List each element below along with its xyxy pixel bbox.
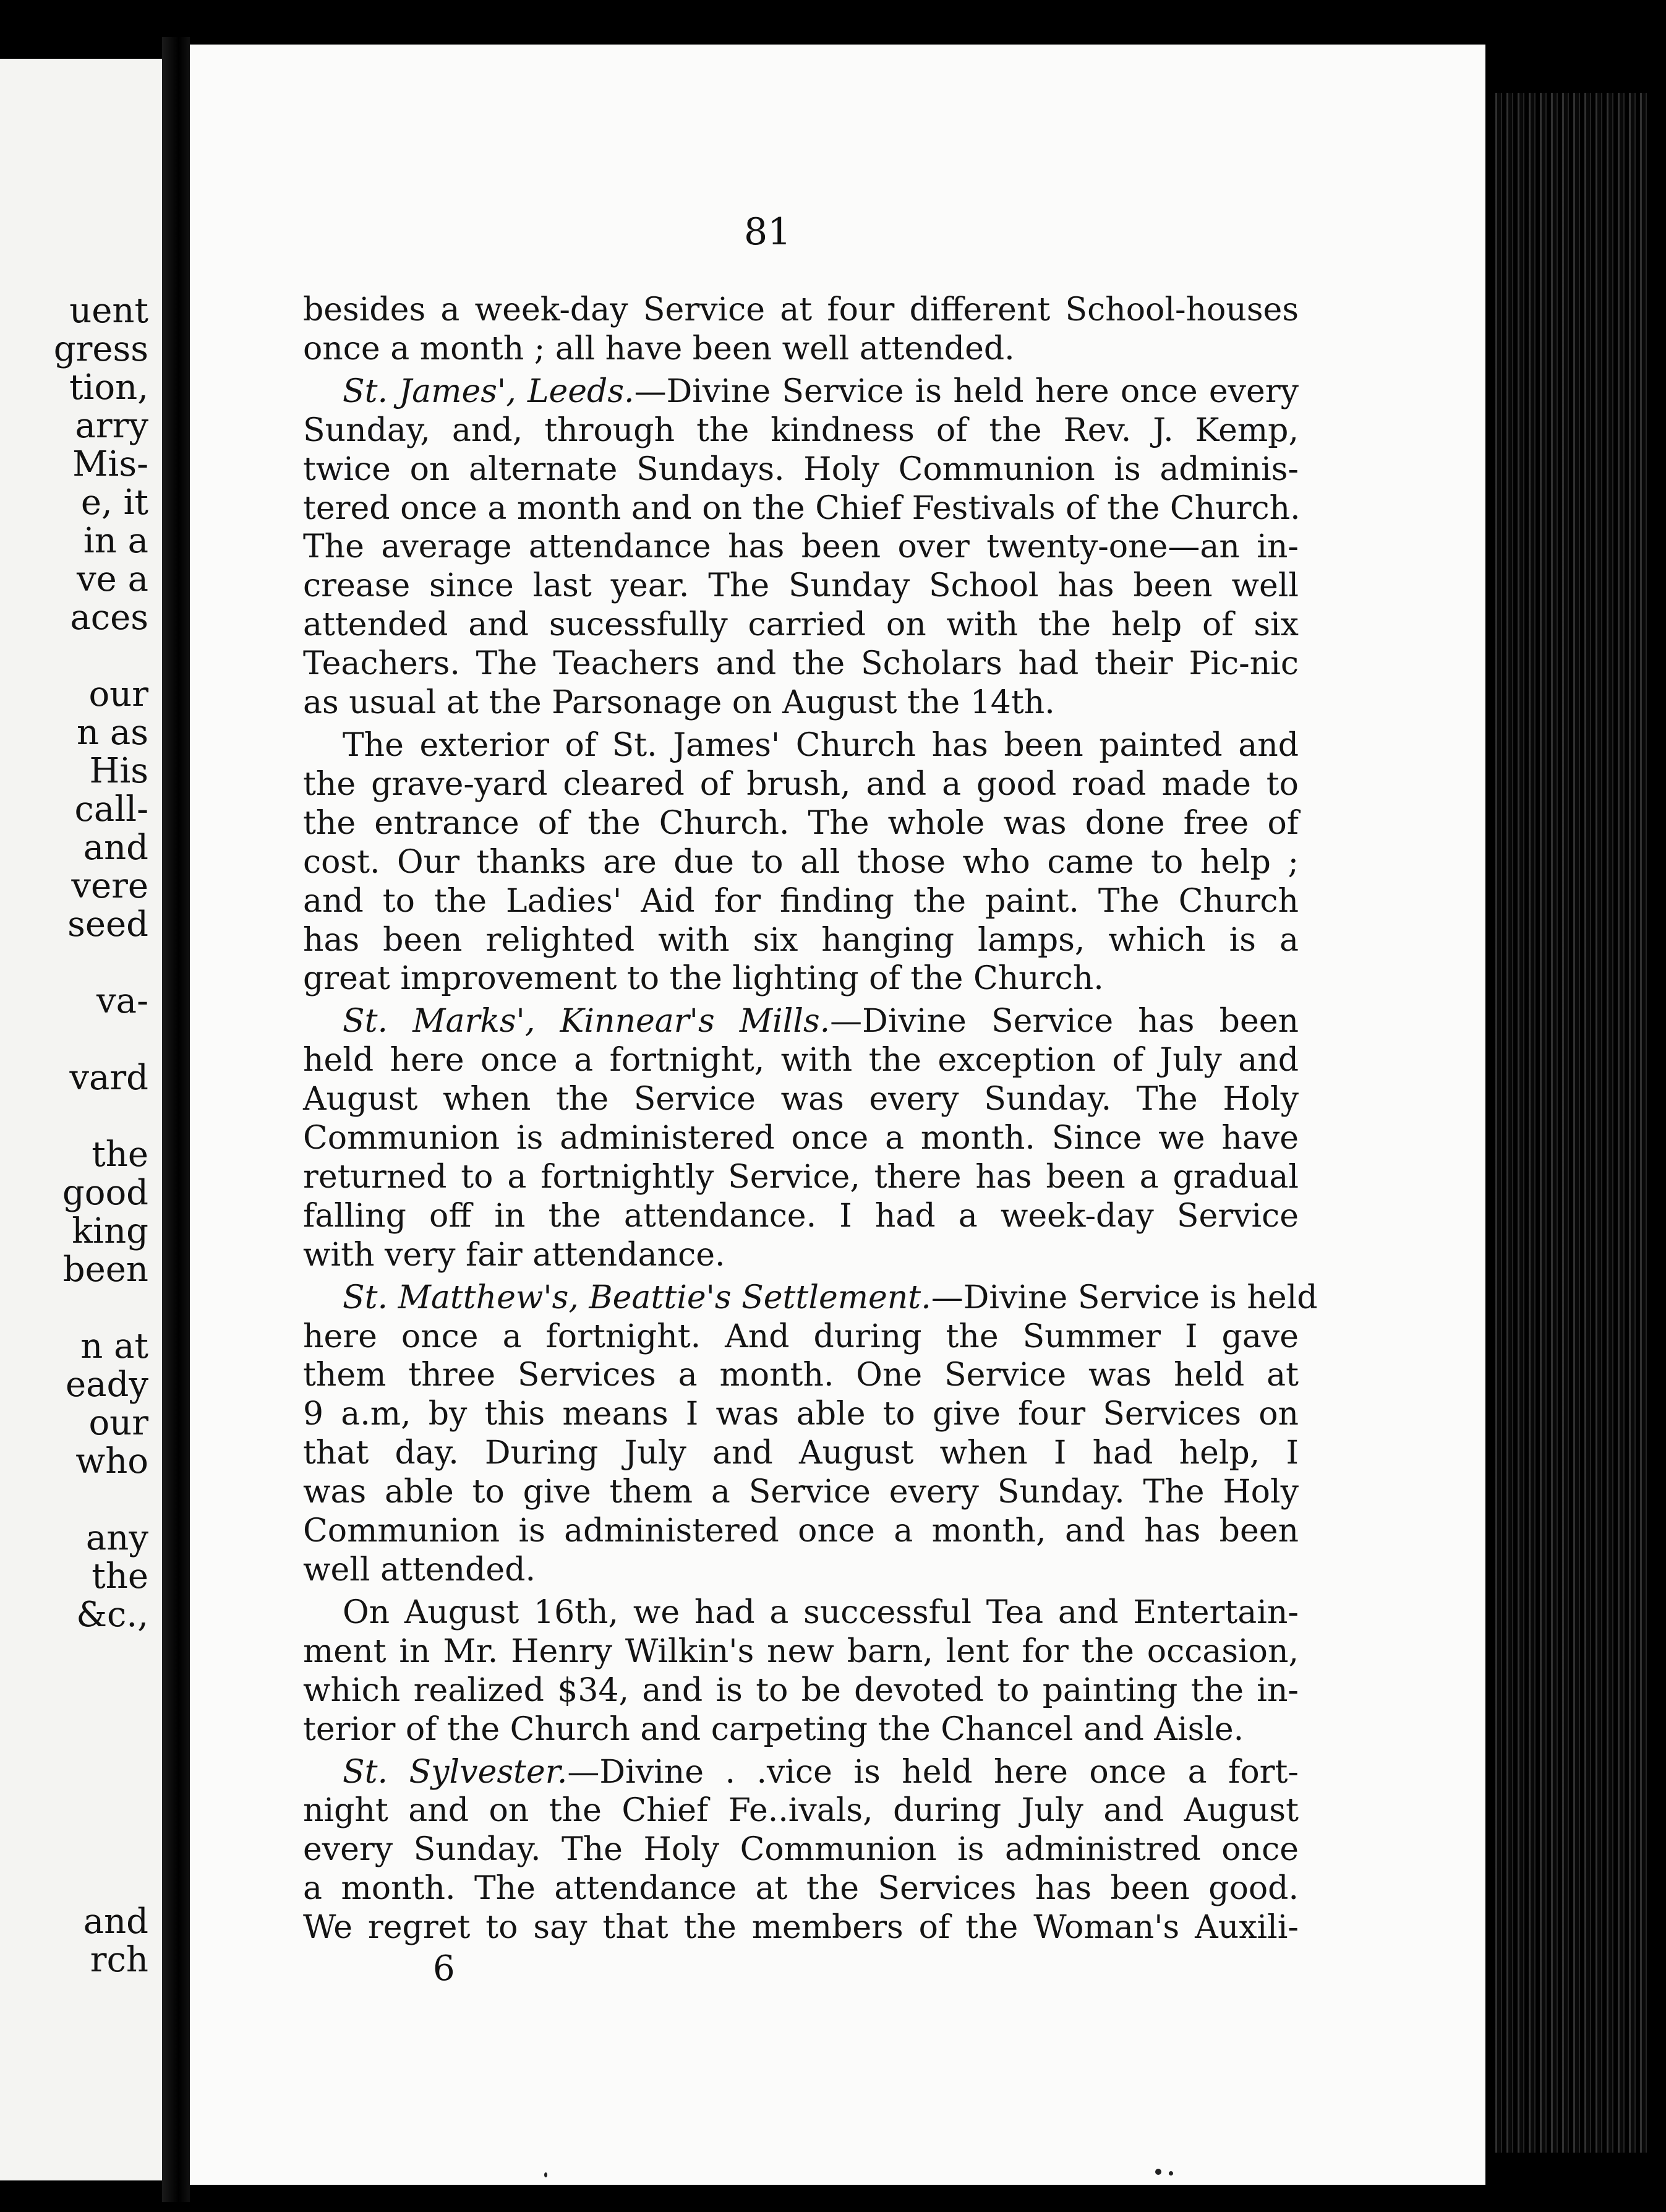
paragraph (303, 372, 1299, 722)
text-line: besides a week-day Service at four different School-houses (303, 291, 1299, 328)
left-fragment: seed (67, 904, 148, 945)
text-line: here once a fortnight. And during the Summer I gave (303, 1318, 1299, 1355)
left-fragment: n at (80, 1326, 148, 1366)
left-fragment: any (85, 1518, 148, 1558)
print-speck (1169, 2171, 1173, 2176)
text-line: crease since last year. The Sunday School has been well (303, 567, 1299, 605)
text-line: night and on the Chief Fe..ivals, during July and August (303, 1792, 1299, 1830)
text-line: with very fair attendance. (303, 1236, 725, 1274)
text-line: Sunday, and, through the kindness of the Rev. J. Kemp, (303, 411, 1299, 449)
left-fragment: king (72, 1211, 148, 1251)
text-line: the grave-yard cleared of brush, and a good road made to (303, 765, 1299, 803)
paragraph (303, 1753, 1299, 1948)
text-line: once a month ; all have been well attended. (303, 330, 1015, 367)
left-fragment: who (75, 1441, 148, 1481)
text-line: The exterior of St. James' Church has been painted and (343, 726, 1299, 764)
left-fragment: and (83, 1901, 148, 1942)
left-fragment: Mis- (72, 444, 148, 484)
text-line: terior of the Church and carpeting the Chancel and Aisle. (303, 1710, 1244, 1748)
left-fragment: e, it (80, 482, 148, 523)
text-line: Communion is administered once a month, and has been (303, 1512, 1299, 1550)
text-line: has been relighted with six hanging lamps, which is a (303, 921, 1299, 959)
text-line: falling off in the attendance. I had a week-day Service (303, 1197, 1299, 1235)
text-line: was able to give them a Service every Sunday. The Holy (303, 1473, 1299, 1511)
text-line: tered once a month and on the Chief Festivals of the Church. (303, 489, 1301, 527)
paragraph (303, 726, 1299, 998)
text-line: a month. The attendance at the Services has been good. (303, 1870, 1299, 1908)
text-line: them three Services a month. One Service was held at (303, 1357, 1299, 1394)
page-body (303, 291, 1318, 1951)
left-fragment: vard (69, 1058, 148, 1098)
section-heading: St. Matthew's, Beattie's Settlement. (343, 1279, 931, 1316)
left-fragment: call- (74, 789, 148, 830)
left-fragment: in a (83, 521, 148, 561)
left-fragment: n as (77, 713, 148, 753)
text-run: —Divine . .vice is held here once a fort- (567, 1753, 1299, 1791)
text-line: We regret to say that the members of the Woman's Auxili- (303, 1909, 1299, 1947)
text-line: great improvement to the lighting of the Church. (303, 960, 1104, 998)
page-number: 81 (744, 210, 792, 254)
text-line: that day. During July and August when I had help, I (303, 1434, 1299, 1472)
text-line: as usual at the Parsonage on August the 14th. (303, 684, 1055, 722)
left-fragment: good (62, 1173, 148, 1213)
left-fragment: rch (90, 1940, 148, 1980)
text-line: every Sunday. The Holy Communion is administred once (303, 1831, 1299, 1869)
text-line: well attended. (303, 1551, 536, 1588)
print-speck (544, 2172, 547, 2177)
text-run: —Divine Service is held (931, 1279, 1318, 1316)
left-fragment: His (89, 751, 148, 791)
left-fragment: the (92, 1556, 148, 1597)
left-fragment: gress (53, 329, 148, 369)
left-fragment: our (88, 674, 148, 714)
book-gutter (162, 37, 190, 2202)
text-line: 9 a.m, by this means I was able to give four Services on (303, 1395, 1299, 1433)
left-fragment: aces (70, 598, 148, 638)
text-line: returned to a fortnightly Service, there has been a gradual (303, 1158, 1299, 1196)
text-line: the entrance of the Church. The whole was done free of (303, 804, 1299, 842)
text-line: which realized $34, and is to be devoted to painting the in- (303, 1671, 1299, 1709)
left-fragment: our (88, 1403, 148, 1443)
text-run: —Divine Service has been (830, 1003, 1299, 1040)
left-fragment: and (83, 828, 148, 868)
facing-page (0, 59, 162, 2180)
text-line: twice on alternate Sundays. Holy Communion is adminis- (303, 450, 1299, 488)
left-fragment: va- (96, 981, 148, 1021)
text-run: —Divine Service is held here once every (634, 372, 1299, 410)
text-line (303, 1279, 1318, 1318)
signature-mark: 6 (433, 1948, 455, 1989)
left-fragment: &c., (76, 1595, 148, 1635)
text-line: Communion is administered once a month. Since we have (303, 1120, 1299, 1157)
text-line: On August 16th, we had a successful Tea and Entertain- (343, 1593, 1299, 1631)
text-line: cost. Our thanks are due to all those who came to help ; (303, 843, 1299, 881)
paragraph (303, 1002, 1299, 1274)
text-line: attended and sucessfully carried on with the help of six (303, 606, 1299, 644)
text-line: Teachers. The Teachers and the Scholars had their Pic-nic (303, 645, 1299, 683)
text-line: and to the Ladies' Aid for finding the paint. The Church (303, 882, 1299, 920)
left-fragment: arry (75, 406, 148, 446)
left-fragment: the (92, 1134, 148, 1175)
text-line (303, 1753, 1299, 1792)
left-fragment: uent (69, 291, 148, 331)
left-fragment: vere (71, 866, 148, 906)
paragraph (303, 291, 1299, 369)
paragraph (303, 1279, 1318, 1590)
left-fragment: ve a (77, 559, 148, 599)
text-line: The average attendance has been over twenty-one—an in- (303, 528, 1299, 566)
left-fragment: tion, (69, 367, 148, 408)
print-speck (1155, 2169, 1161, 2175)
left-fragment: eady (65, 1365, 148, 1405)
text-line: August when the Service was every Sunday. The Holy (303, 1081, 1299, 1118)
section-heading: St. James', Leeds. (343, 372, 634, 410)
page-edge-stripes (1495, 93, 1650, 2153)
text-line: held here once a fortnight, with the exception of July and (303, 1042, 1299, 1079)
text-line (303, 1002, 1299, 1041)
text-line: ment in Mr. Henry Wilkin's new barn, lent for the occasion, (303, 1632, 1299, 1670)
left-fragment: been (62, 1250, 148, 1290)
section-heading: St. Sylvester. (343, 1753, 568, 1791)
text-line (303, 372, 1299, 411)
section-heading: St. Marks', Kinnear's Mills. (343, 1003, 831, 1040)
paragraph (303, 1593, 1299, 1749)
